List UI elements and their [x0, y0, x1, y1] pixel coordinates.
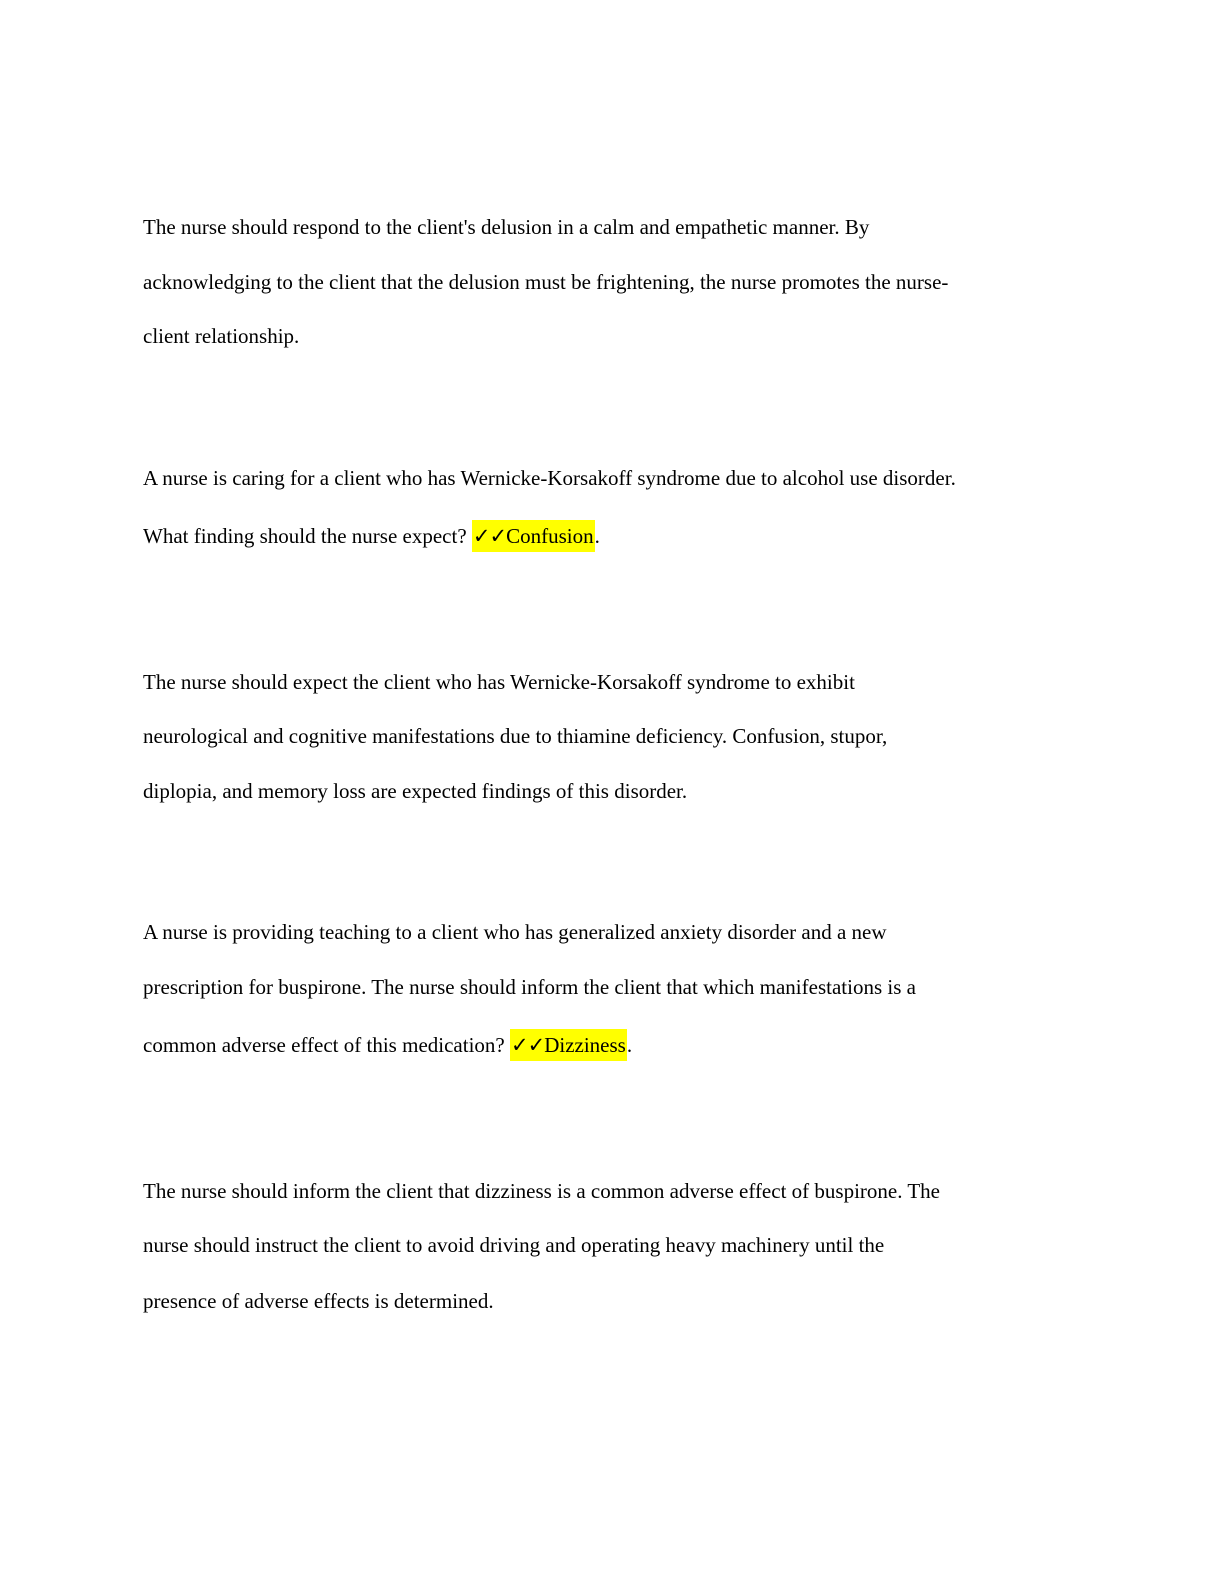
paragraph-line: nurse should instruct the client to avoid driving and operating heavy machinery until the [143, 1233, 885, 1257]
question-line: A nurse is caring for a client who has Wernicke-Korsakoff syndrome due to alcohol use disorder. [143, 466, 956, 490]
paragraph-line: acknowledging to the client that the delusion must be frightening, the nurse promotes the nurse- [143, 270, 949, 294]
answer-suffix: . [594, 524, 600, 548]
paragraph-line: The nurse should respond to the client's delusion in a calm and empathetic manner. By [143, 215, 870, 239]
paragraph-line: client relationship. [143, 324, 300, 348]
question-answer-line [143, 1032, 632, 1058]
question-line: A nurse is providing teaching to a client who has generalized anxiety disorder and a new [143, 920, 887, 944]
paragraph-line: The nurse should expect the client who has Wernicke-Korsakoff syndrome to exhibit [143, 670, 855, 694]
paragraph-line: diplopia, and memory loss are expected findings of this disorder. [143, 779, 688, 803]
check-marks-icon: ✓✓ [472, 524, 507, 548]
question-text: What finding should the nurse expect? [143, 524, 472, 548]
question-answer-line [143, 523, 600, 549]
answer-text: Confusion [506, 524, 594, 548]
paragraph-line: presence of adverse effects is determined. [143, 1289, 494, 1313]
check-marks-icon: ✓✓ [510, 1033, 545, 1057]
highlighted-answer [472, 520, 595, 552]
question-text: common adverse effect of this medication? [143, 1033, 510, 1057]
question-line: prescription for buspirone. The nurse should inform the client that which manifestations is a [143, 975, 916, 999]
answer-text: Dizziness [544, 1033, 626, 1057]
paragraph-line: The nurse should inform the client that dizziness is a common adverse effect of buspirone. The [143, 1179, 940, 1203]
answer-suffix: . [626, 1033, 633, 1057]
paragraph-line: neurological and cognitive manifestations due to thiamine deficiency. Confusion, stupor, [143, 724, 888, 748]
highlighted-answer [510, 1029, 627, 1061]
